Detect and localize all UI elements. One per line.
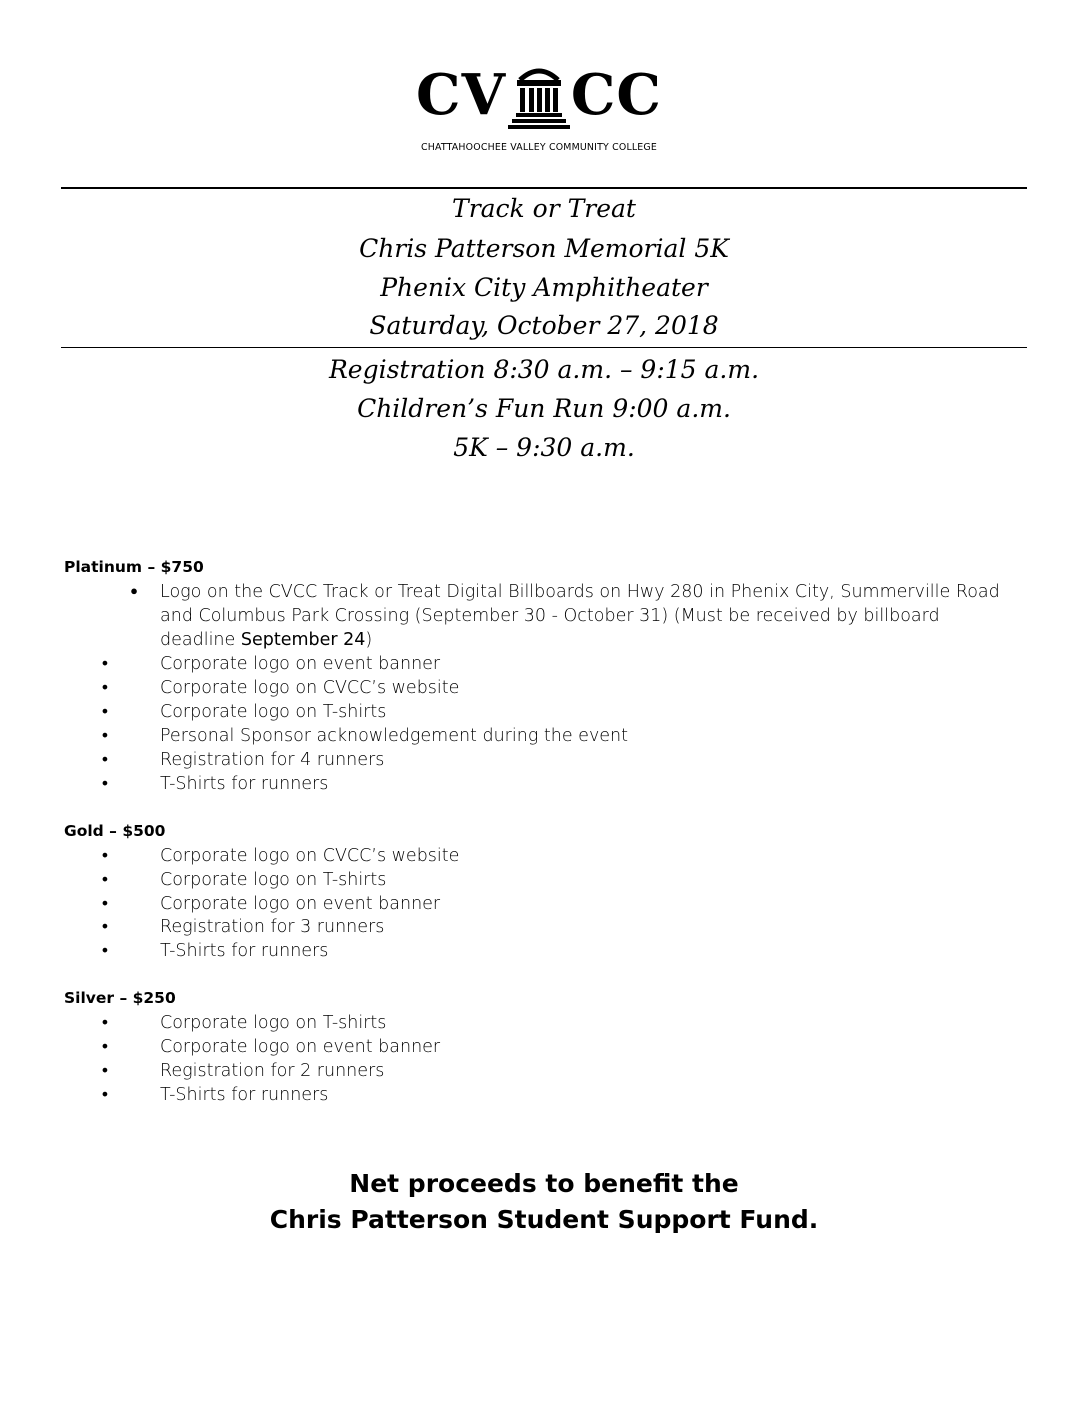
logo-subtitle: CHATTAHOOCHEE VALLEY COMMUNITY COLLEGE — [420, 142, 658, 153]
tier-title-gold: Gold – $500 — [64, 822, 166, 840]
bullet-icon: • — [101, 726, 109, 746]
race-time: 5K – 9:30 a.m. — [453, 433, 635, 462]
event-date: Saturday, October 27, 2018 — [369, 311, 719, 340]
billboard-deadline: September 24 — [240, 630, 366, 650]
bullet-icon: • — [101, 894, 109, 914]
bullet-icon: • — [101, 774, 109, 794]
billboard-item-end: ) — [365, 630, 373, 650]
billboard-item-body: Logo on the CVCC Track or Treat Digital Billboards on Hwy 280 in Phenix City, Summerville Road and Columbus Park Crossing (September 30 - October 31) (Must be received by billboard deadline — [160, 582, 1000, 650]
list-item-text: Corporate logo on CVCC’s website — [160, 678, 460, 698]
registration-time: Registration 8:30 a.m. – 9:15 a.m. — [328, 355, 760, 384]
bullet-icon: • — [101, 941, 109, 961]
list-item-text: Corporate logo on event banner — [160, 654, 441, 674]
bullet-icon: • — [101, 917, 109, 937]
list-item-text: Corporate logo on event banner — [160, 1037, 441, 1057]
list-item-text: Registration for 4 runners — [160, 750, 385, 770]
closing-line-2: Chris Patterson Student Support Fund. — [269, 1205, 819, 1234]
list-item-text: Corporate logo on event banner — [160, 894, 441, 914]
fun-run-time: Children’s Fun Run 9:00 a.m. — [357, 394, 731, 423]
college-building-icon — [506, 58, 572, 130]
list-item-text: Personal Sponsor acknowledgement during the event — [160, 726, 629, 746]
list-item-text: Corporate logo on T-shirts — [160, 702, 387, 722]
bullet-icon: • — [101, 846, 109, 866]
event-subtitle: Chris Patterson Memorial 5K — [359, 234, 729, 263]
divider-middle — [61, 347, 1027, 348]
logo-letters-left: CV — [416, 62, 507, 128]
billboard-item-text — [160, 580, 1000, 652]
list-item-text: T-Shirts for runners — [160, 1085, 329, 1105]
bullet-icon: • — [101, 702, 109, 722]
list-item-text: T-Shirts for runners — [160, 774, 329, 794]
bullet-icon: ● — [130, 584, 138, 599]
list-item-text: Corporate logo on CVCC’s website — [160, 846, 460, 866]
bullet-icon: • — [101, 1013, 109, 1033]
list-item-text: Registration for 3 runners — [160, 917, 385, 937]
list-item-text: T-Shirts for runners — [160, 941, 329, 961]
bullet-icon: • — [101, 1085, 109, 1105]
divider-top — [61, 187, 1027, 189]
college-logo — [416, 50, 662, 160]
event-name: Track or Treat — [452, 194, 636, 223]
bullet-icon: • — [101, 1061, 109, 1081]
bullet-icon: • — [101, 750, 109, 770]
closing-line-1: Net proceeds to benefit the — [349, 1169, 739, 1198]
tier-title-silver: Silver – $250 — [64, 989, 176, 1007]
list-item-text: Registration for 2 runners — [160, 1061, 385, 1081]
bullet-icon: • — [101, 1037, 109, 1057]
logo-letters-right: CC — [570, 62, 662, 128]
bullet-icon: • — [101, 654, 109, 674]
tier-title-platinum: Platinum – $750 — [64, 558, 204, 576]
bullet-icon: • — [101, 870, 109, 890]
event-venue: Phenix City Amphitheater — [380, 273, 708, 302]
list-item-text: Corporate logo on T-shirts — [160, 870, 387, 890]
list-item-text: Corporate logo on T-shirts — [160, 1013, 387, 1033]
bullet-icon: • — [101, 678, 109, 698]
